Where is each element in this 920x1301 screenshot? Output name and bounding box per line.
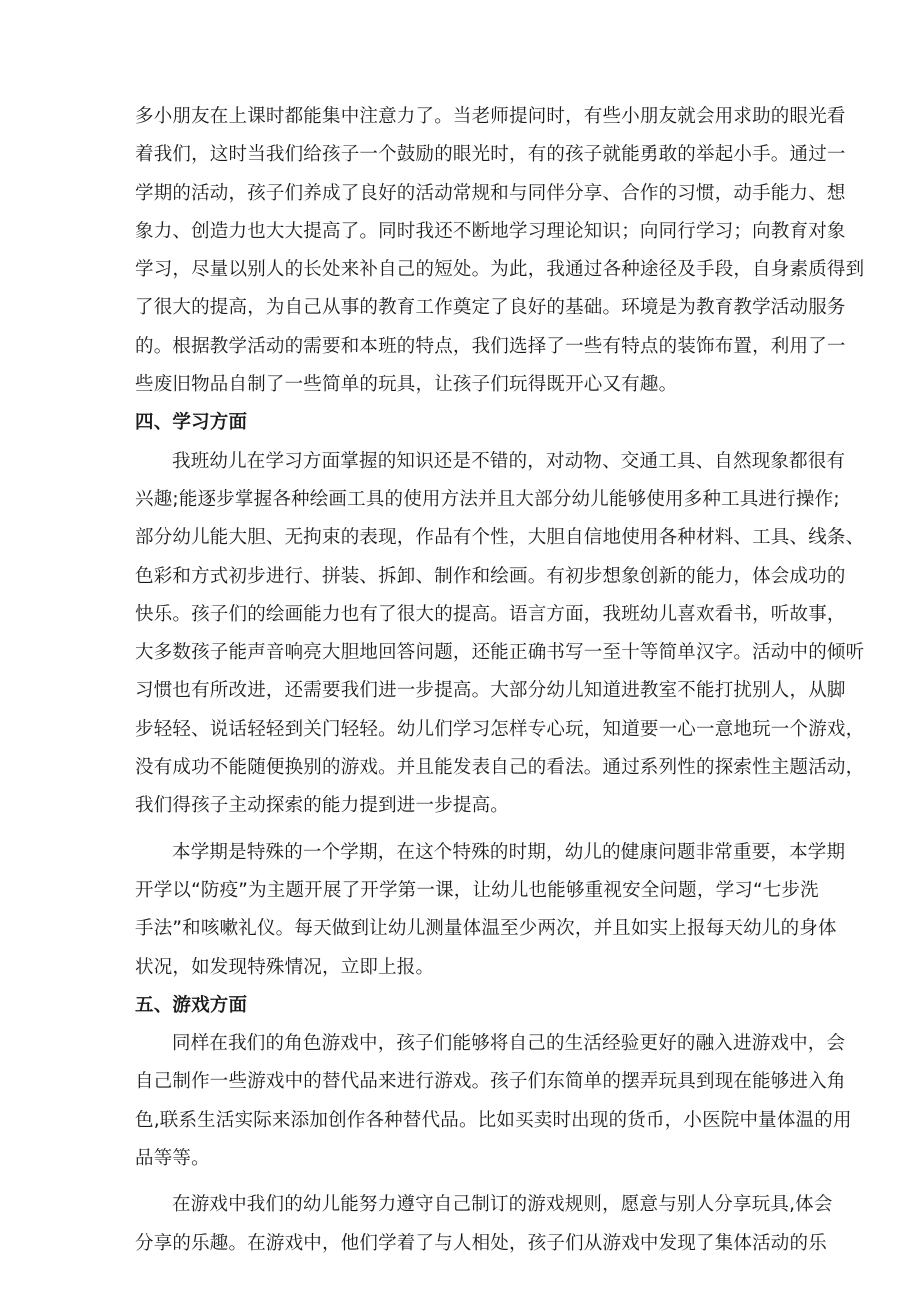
text-line: 品等等。	[135, 1148, 210, 1170]
text-line: 状况，如发现特殊情况，立即上报。	[135, 956, 435, 978]
paragraph-epidemic	[0, 834, 920, 987]
text-line: 我们得孩子主动探索的能力提到进一步提高。	[135, 795, 510, 817]
text-line: 在游戏中我们的幼儿能努力遵守自己制订的游戏规则，愿意与别人分享玩具,体会	[172, 1194, 833, 1216]
heading-text: 四、学习方面	[135, 412, 248, 434]
paragraph-games-role-play	[0, 1025, 920, 1178]
paragraph-study	[0, 443, 920, 826]
text-line: 多小朋友在上课时都能集中注意力了。当老师提问时，有些小朋友就会用求助的眼光看	[135, 106, 846, 127]
text-line: 色,联系生活实际来添加创作各种替代品。比如买卖时出现的货币，小医院中量体温的用	[135, 1109, 852, 1131]
text-line: 色彩和方式初步进行、拼装、拆卸、制作和绘画。有初步想象创新的能力，体会成功的	[135, 565, 846, 587]
paragraph-continuation	[0, 98, 920, 404]
heading-text: 五、游戏方面	[135, 994, 248, 1016]
text-line: 大多数孩子能声音响亮大胆地回答问题，还能正确书写一至十等简单汉字。活动中的倾听	[135, 642, 865, 664]
text-line: 象力、创造力也大大提高了。同时我还不断地学习理论知识；向同行学习；向教育对象	[135, 220, 846, 242]
text-line: 兴趣;能逐步掌握各种绘画工具的使用方法并且大部分幼儿能够使用多种工具进行操作;	[135, 488, 840, 510]
text-line: 部分幼儿能大胆、无拘束的表现，作品有个性，大胆自信地使用各种材料、工具、线条、	[135, 527, 865, 549]
text-line: 同样在我们的角色游戏中，孩子们能够将自己的生活经验更好的融入进游戏中，会	[172, 1033, 846, 1055]
text-line: 些废旧物品自制了一些简单的玩具，让孩子们玩得既开心又有趣。	[135, 374, 678, 396]
section-heading-study	[0, 404, 920, 442]
text-line: 手法”和咳嗽礼仪。每天做到让幼儿测量体温至少两次，并且如实上报每天幼儿的身体	[135, 918, 837, 940]
text-line: 开学以“防疫”为主题开展了开学第一课，让幼儿也能够重视安全问题，学习“七步洗	[135, 879, 819, 901]
text-line: 学期的活动，孩子们养成了良好的活动常规和与同伴分享、合作的习惯，动手能力、想	[135, 182, 846, 204]
text-line: 步轻轻、说话轻轻到关门轻轻。幼儿们学习怎样专心玩，知道要一心一意地玩一个游戏，	[135, 718, 865, 740]
text-line: 自己制作一些游戏中的替代品来进行游戏。孩子们东简单的摆弄玩具到现在能够进入角	[135, 1071, 846, 1093]
text-line: 本学期是特殊的一个学期，在这个特殊的时期，幼儿的健康问题非常重要，本学期	[172, 841, 846, 863]
text-line: 快乐。孩子们的绘画能力也有了很大的提高。语言方面，我班幼儿喜欢看书，听故事，	[135, 603, 846, 625]
text-line: 我班幼儿在学习方面掌握的知识还是不错的，对动物、交通工具、自然现象都很有	[172, 450, 846, 472]
text-line: 着我们，这时当我们给孩子一个鼓励的眼光时，有的孩子就能勇敢的举起小手。通过一	[135, 144, 846, 166]
text-line: 学习，尽量以别人的长处来补自己的短处。为此，我通过各种途径及手段，自身素质得到	[135, 259, 865, 281]
text-line: 了很大的提高，为自己从事的教育工作奠定了良好的基础。环境是为教育教学活动服务	[135, 297, 846, 319]
text-line: 习惯也有所改进，还需要我们进一步提高。大部分幼儿知道进教室不能打扰别人，从脚	[135, 680, 846, 702]
document-body	[0, 98, 920, 1263]
paragraph-games-rules	[0, 1186, 920, 1263]
text-line: 分享的乐趣。在游戏中，他们学着了与人相处，孩子们从游戏中发现了集体活动的乐	[135, 1232, 827, 1254]
section-heading-games	[0, 987, 920, 1025]
text-line: 的。根据教学活动的需要和本班的特点，我们选择了一些有特点的装饰布置，利用了一	[135, 335, 846, 357]
text-line: 没有成功不能随便换别的游戏。并且能发表自己的看法。通过系列性的探索性主题活动，	[135, 757, 865, 779]
